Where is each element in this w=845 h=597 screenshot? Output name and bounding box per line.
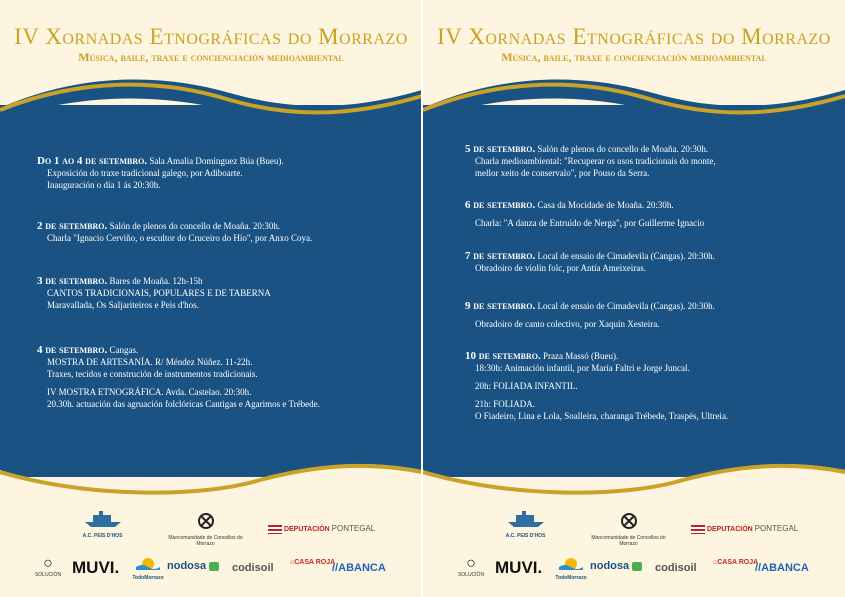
event-detail-line: MOSTRA DE ARTESANÍA. R/ Méndez Núñez. 11-22h.: [47, 357, 253, 367]
event-item: [37, 155, 284, 191]
event-date: 2 de setembro.: [37, 220, 108, 232]
event-detail-line: Inauguración o día 1 ás 20:30h.: [47, 180, 161, 190]
event-date: 4 de setembro.: [37, 344, 108, 356]
event-heading: [465, 143, 716, 155]
top-wave-decoration: [423, 78, 845, 128]
event-venue: Casa da Mocidade de Moaña. 20:30h.: [537, 200, 674, 210]
codisoil-logo: codisoil: [655, 562, 697, 574]
poster-subtitle: Música, baile, traxe e concienciación medioambiental: [501, 50, 767, 64]
event-date: 6 de setembro.: [465, 199, 536, 211]
event-venue: Local de ensaio de Cimadevila (Cangas). 20:30h.: [537, 251, 715, 261]
event-detail-line: Traxes, tecidos e construción de instrumentos tradicionais.: [47, 369, 258, 379]
nodosa-mark-icon: [209, 562, 219, 571]
event-date: 9 de setembro.: [465, 300, 536, 312]
event-heading: [465, 250, 715, 262]
event-item: [465, 350, 728, 422]
solucion-label: SOLUCIÓN: [457, 572, 485, 578]
event-venue: Bares de Moaña. 12h-15h: [109, 276, 203, 286]
abanca-label: ABANCA: [761, 562, 809, 574]
poster-page-left: [0, 0, 422, 597]
house-icon: ⌂: [713, 559, 718, 566]
event-detail-line: IV MOSTRA ETNOGRÁFICA. Avda. Castelao. 20:30h.: [47, 387, 252, 397]
event-item: [465, 143, 716, 179]
event-detail-line: 20h: FOLIADA INFANTIL.: [475, 381, 578, 391]
deputacion-logo: [268, 524, 378, 534]
nodosa-label: nodosa: [590, 560, 630, 572]
event-detail-line: Charla: "A danza de Entruido de Nerga", por Guillerme Ignacio: [475, 218, 705, 228]
event-venue: Salón de plenos do concello de Moaña. 20:30h.: [537, 144, 709, 154]
todomorrazo-logo: [555, 556, 587, 581]
nodosa-label: nodosa: [167, 560, 207, 572]
muvi-logo: MUVI.: [72, 558, 120, 577]
muvi-logo: MUVI.: [495, 558, 543, 577]
event-detail-line: 18:30h: Animación infantil, por María Faltri e Jorge Juncal.: [475, 363, 690, 373]
event-detail-line: Maravallada, Os Saljariteiros e Peis d'hos.: [47, 300, 199, 310]
todomorrazo-label: TodoMorrazo: [132, 575, 164, 581]
nodosa-mark-icon: [632, 562, 642, 571]
todomorrazo-logo: [132, 556, 164, 581]
bottom-wave-decoration: [423, 450, 845, 500]
boat-icon: [506, 510, 546, 528]
event-item: [37, 344, 320, 410]
event-venue: Cangas.: [109, 345, 139, 355]
event-item: [37, 275, 271, 311]
nodosa-logo: [167, 560, 219, 572]
event-item: [465, 250, 715, 274]
event-heading: [37, 344, 320, 356]
event-date: 5 de setembro.: [465, 143, 536, 155]
event-date: 10 de setembro.: [465, 350, 541, 362]
event-venue: Local de ensaio de Cimadevila (Cangas). 20:30h.: [537, 301, 715, 311]
event-item: [465, 199, 704, 229]
poster-page-right: [423, 0, 845, 597]
house-icon: ⌂: [290, 559, 295, 566]
event-heading: [465, 350, 728, 362]
abanca-logo: [755, 562, 809, 574]
event-heading: [37, 155, 284, 167]
abanca-logo: [332, 562, 386, 574]
event-heading: [465, 300, 715, 312]
event-detail-line: Charla medioambiental: "Recuperar os usos tradicionais do monte,: [475, 156, 716, 166]
poster-title: IV Xornadas Etnográficas do Morrazo: [437, 24, 831, 49]
deputacion-logo: [691, 524, 801, 534]
deputacion-label: DEPUTACIÓN: [706, 526, 753, 533]
event-detail-line: Obradoiro de violín folc, por Antía Ameixeiras.: [475, 263, 646, 273]
poster-title: IV Xornadas Etnográficas do Morrazo: [14, 24, 408, 49]
stripes-icon: [691, 525, 705, 534]
event-date: 7 de setembro.: [465, 250, 536, 262]
pus-dhos-logo: [75, 510, 130, 539]
sun-wave-icon: [559, 556, 583, 570]
event-detail-line: 21h: FOLIADA.: [475, 399, 535, 409]
event-detail-line: 20.30h. actuación das agruación folclóricas Cantigas e Agarimos e Trébede.: [47, 399, 320, 409]
event-item: [465, 300, 715, 330]
knot-icon: [197, 512, 215, 530]
circle-icon: ○: [466, 555, 476, 572]
pontegal-label: PONTEGAL: [754, 524, 799, 533]
knot-icon: [620, 512, 638, 530]
event-heading: [37, 275, 271, 287]
todomorrazo-label: TodoMorrazo: [555, 575, 587, 581]
event-venue: Salón de plenos do concello de Moaña. 20:30h.: [109, 221, 281, 231]
solucion-logo: [451, 556, 491, 578]
sun-wave-icon: [136, 556, 160, 570]
casa-roja-label: CASA ROJA: [294, 559, 336, 566]
casa-roja-logo: [290, 559, 335, 566]
event-detail-line: Obradoiro de canto colectivo, por Xaquín Xesteira.: [475, 319, 660, 329]
mancomunidade-logo: [168, 512, 243, 547]
abanca-label: ABANCA: [338, 562, 386, 574]
event-detail-line: O Fiadeiro, Lina e Lola, Soalleira, charanga Trébede, Traspés, Ultreia.: [475, 411, 729, 421]
event-date: Do 1 ao 4 de setembro.: [37, 155, 148, 167]
circle-icon: ○: [43, 555, 53, 572]
nodosa-logo: [590, 560, 642, 572]
deputacion-label: DEPUTACIÓN: [283, 526, 330, 533]
event-item: [37, 220, 312, 244]
top-wave-decoration: [0, 78, 422, 128]
event-detail-line: mellor xeito de conservalo", por Pouso da Serra.: [475, 168, 650, 178]
event-venue: Praza Massó (Bueu).: [542, 351, 619, 361]
casa-roja-label: CASA ROJA: [717, 559, 759, 566]
event-date: 3 de setembro.: [37, 275, 108, 287]
event-detail-line: CANTOS TRADICIONAIS, POPULARES E DE TABERNA: [47, 288, 271, 298]
pus-dhos-label: A.C. PEIS D'HOS: [82, 533, 123, 539]
pontegal-label: PONTEGAL: [331, 524, 376, 533]
bottom-wave-decoration: [0, 450, 422, 500]
abanca-slash-icon: //: [332, 562, 339, 574]
event-venue: Sala Amalia Domínguez Búa (Bueu).: [149, 156, 284, 166]
mancomunidade-label: Mancomunidade de Concellos do Morrazo: [168, 535, 243, 547]
codisoil-logo: codisoil: [232, 562, 274, 574]
event-heading: [465, 199, 704, 211]
pus-dhos-logo: [498, 510, 553, 539]
mancomunidade-label: Mancomunidade de Concellos do Morrazo: [591, 535, 666, 547]
stripes-icon: [268, 525, 282, 534]
casa-roja-logo: [713, 559, 758, 566]
boat-icon: [83, 510, 123, 528]
event-detail-line: Exposición do traxe tradicional galego, por Adiboarte.: [47, 168, 243, 178]
solucion-label: SOLUCIÓN: [34, 572, 62, 578]
event-heading: [37, 220, 312, 232]
event-detail-line: Charla "Ignacio Cerviño, o escultor do Cruceiro do Hío", por Anxo Coya.: [47, 233, 313, 243]
pus-dhos-label: A.C. PEIS D'HOS: [505, 533, 546, 539]
poster-subtitle: Música, baile, traxe e concienciación medioambiental: [78, 50, 344, 64]
abanca-slash-icon: //: [755, 562, 762, 574]
solucion-logo: [28, 556, 68, 578]
mancomunidade-logo: [591, 512, 666, 547]
